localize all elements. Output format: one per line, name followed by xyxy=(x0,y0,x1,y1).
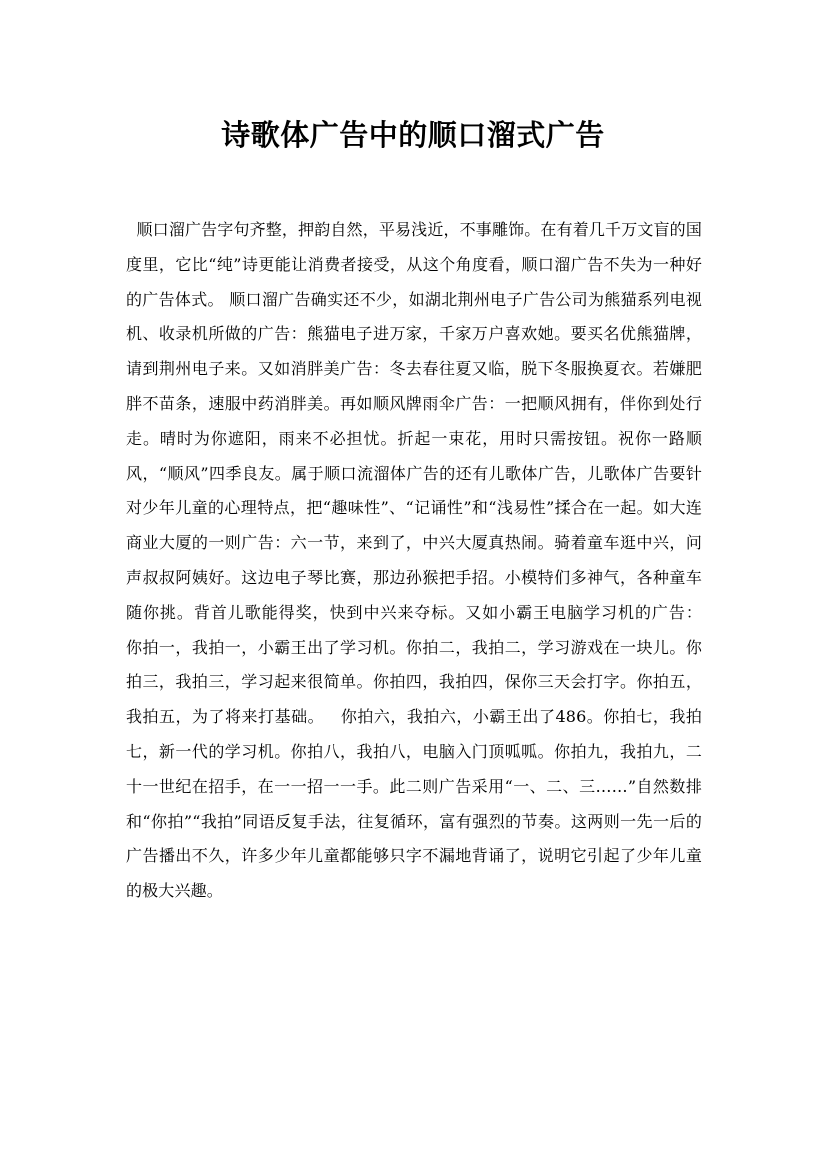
document-paragraph: 顺口溜广告字句齐整，押韵自然，平易浅近，不事雕饰。在有着几千万文盲的国度里，它比“纯”诗更能让消费者接受，从这个角度看，顺口溜广告不失为一种好的广告体式。 顺口溜广告确实还不少，如湖北荆州电子广告公司为熊猫系列电视机、收录机所做的广告：熊猫电子进万家，千家万户喜欢她。要买名优熊猫牌，请到荆州电子来。又如消胖美广告：冬去春往夏又临，脱下冬服换夏衣。若嫌肥胖不苗条，速服中药消胖美。再如顺风牌雨伞广告：一把顺风拥有，伴你到处行走。晴时为你遮阳，雨来不必担忧。折起一束花，用时只需按钮。祝你一路顺风，“顺风”四季良友。属于顺口流溜体广告的还有儿歌体广告，儿歌体广告要针对少年儿童的心理特点，把“趣味性”、“记诵性”和“浅易性”揉合在一起。如大连商业大厦的一则广告：六一节，来到了，中兴大厦真热闹。骑着童车逛中兴，问声叔叔阿姨好。这边电子琴比赛，那边孙猴把手招。小模特们多神气，各种童车随你挑。背首儿歌能得奖，快到中兴来夺标。又如小霸王电脑学习机的广告： 你拍一，我拍一，小霸王出了学习机。你拍二，我拍二，学习游戏在一块儿。你拍三，我拍三，学习起来很简单。你拍四，我拍四，保你三天会打字。你拍五，我拍五，为了将来打基础。 你拍六，我拍六，小霸王出了486。你拍七，我拍七，新一代的学习机。你拍八，我拍八，电脑入门顶呱呱。你拍九，我拍九，二十一世纪在招手，在一一招一一手。此二则广告采用“一、二、三……”自然数排和“你拍”“我拍”同语反复手法，往复循环，富有强烈的节奏。这两则一先一后的广告播出不久，许多少年儿童都能够只字不漏地背诵了，说明它引起了少年儿童的极大兴趣。 xyxy=(126,220,718,901)
document-title: 诗歌体广告中的顺口溜式广告 xyxy=(221,118,605,152)
